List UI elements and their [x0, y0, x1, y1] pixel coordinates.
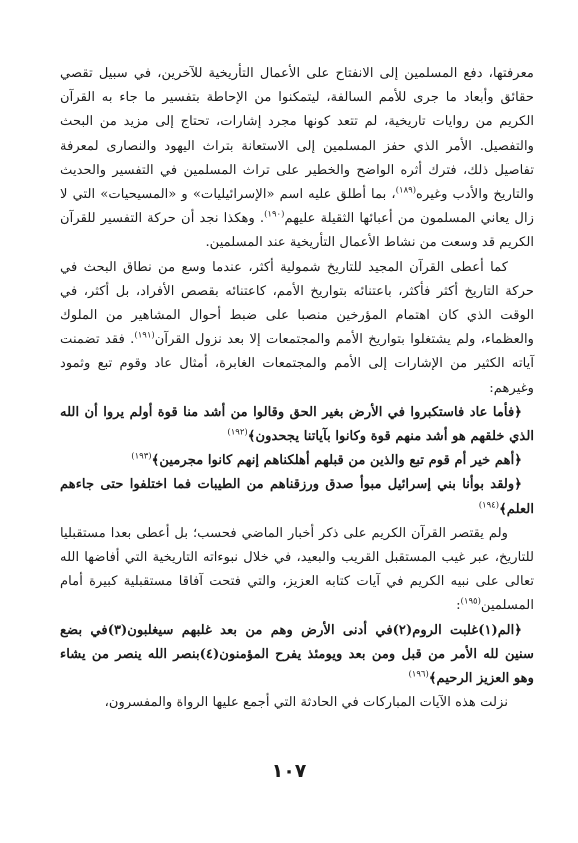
paragraph [60, 691, 534, 715]
text-run: ﴿الم(١)غلبت الروم(٢)في أدنى الأرض وهم من بعد غلبهم سيغلبون(٣)في بضع سنين لله الأمر من قبل ومن بعد ويومئذ يفرح المؤمنون(٤)بنصر الله ينصر من يشاء وهو العزيز الرحيم﴾ [60, 622, 535, 687]
page-number: ١٠٧ [271, 760, 307, 782]
body-text [60, 62, 534, 715]
paragraph [60, 256, 534, 401]
footnote-ref: (١٨٩) [395, 185, 417, 196]
footnote-ref: (١٩٣) [131, 451, 152, 462]
quran-verse [60, 473, 534, 521]
text-run: نزلت هذه الآيات المباركات في الحادثة التي أجمع عليها الرواة والمفسرون، [104, 695, 508, 711]
footnote-ref: (١٩٠) [264, 209, 285, 220]
text-run: . وهكذا نجد أن حركة التفسير للقرآن الكريم قد وسعت من نشاط الأعمال التأريخية عند المسلمين. [60, 211, 534, 251]
text-run: ﴿أهم خير أم قوم تبع والذين من قبلهم أهلكناهم إنهم كانوا مجرمين﴾ [151, 453, 522, 469]
text-run: ﴿فأما عاد فاستكبروا في الأرض بغير الحق وقالوا من أشد منا قوة أولم يروا أن الله الذي خلقهم هو أشد منهم قوة وكانوا بآياتنا يجحدون﴾ [60, 404, 534, 445]
footnote-ref: (١٩١) [134, 330, 155, 341]
text-run: ، بما أطلق عليه اسم «الإسرائيليات» و «المسيحيات» التي لا زال يعاني المسلمون من أعبائها الثقيلة عليهم [60, 187, 534, 227]
quran-verse [60, 449, 534, 473]
footnote-ref: (١٩٤) [478, 500, 500, 511]
paragraph [60, 522, 534, 619]
footnote-ref: (١٩٥) [460, 597, 481, 608]
footnote-ref: (١٩٦) [408, 669, 429, 680]
footnote-ref: (١٩٢) [227, 427, 248, 438]
text-run: كما أعطى القرآن المجيد للتاريخ شمولية أكثر، عندما وسع من نطاق البحث في حركة التاريخ أكثر فأكثر، باعتنائه بتواريخ الأمم، كاعتنائه بقصص الأفراد، بل أكثر، في الوقت الذي كان اهتمام المؤرخين منصبا على ضبط أحوال المشاهير من الملوك والعظماء، ولم يشتغلوا بتواريخ الأمم والمجتمعات إلا بعد نزول القرآن [60, 259, 535, 348]
text-run: : [456, 598, 461, 614]
text-run: ﴿ولقد بوأنا بني إسرائيل مبوأ صدق ورزقناهم من الطيبات فما اختلفوا حتى جاءهم العلم﴾ [60, 477, 534, 517]
text-run: معرفتها، دفع المسلمين إلى الانفتاح على الأعمال التأريخية للآخرين، في سبيل تقصي حقائق وأبعاد ما جرى للأمم السالفة، ليتمكنوا من الإحاطة بتفسير ما جاء به القرآن الكريم من روايات تاريخية، لم تتعد كونها مجرد إشارات، تحتاج إلى مزيد من البحث والتفصيل. الأمر الذي حفز المسلمين إلى الاستعانة بتراث اليهود والنصارى لمعرفة تفاصيل ذلك، فترك أثره الواضح والخطير على تراث المسلمين في التفسير والحديث والتاريخ والأدب وغيره [60, 66, 534, 203]
paragraph [60, 62, 534, 256]
text-run: . فقد تضمنت آياته الكثير من الإشارات إلى الأمم والمجتمعات الغابرة، أمثال عاد وقوم تبع وثمود وغيرهم: [60, 332, 534, 396]
quran-verse [60, 619, 534, 692]
text-run: ولم يقتصر القرآن الكريم على ذكر أخبار الماضي فحسب؛ بل أعطى بعدا مستقبليا للتاريخ، عبر غيب المستقبل القريب والبعيد، في خلال نبوءاته التاريخية التي أفاضها الله تعالى على نبيه الكريم في آيات كتابه العزيز، والتي فتحت آفاقا مستقبلية كبيرة أمام المسلمين [60, 525, 534, 614]
quran-verse [60, 401, 534, 449]
